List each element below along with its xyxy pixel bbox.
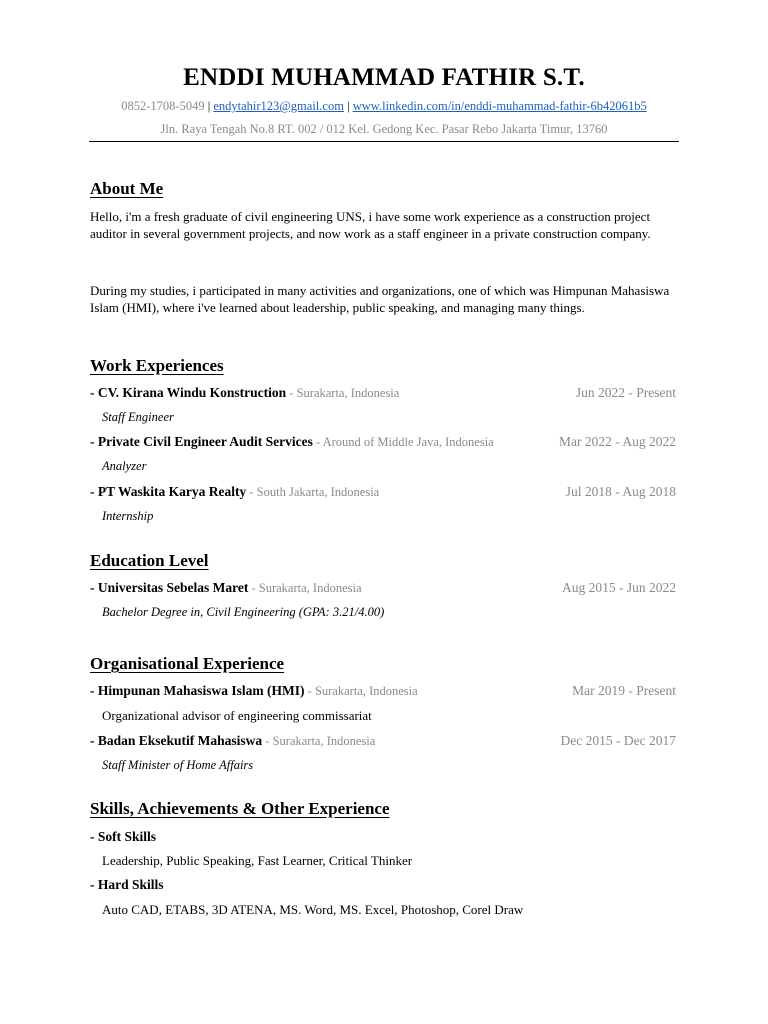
work-org: - Private Civil Engineer Audit Services — [90, 434, 313, 449]
work-date: Jun 2022 - Present — [575, 385, 676, 400]
work-location: - Surakarta, Indonesia — [286, 386, 400, 400]
work-location: - Around of Middle Java, Indonesia — [312, 435, 494, 449]
organisation-item — [90, 733, 676, 751]
address-line: Jln. Raya Tengah No.8 RT. 002 / 012 Kel. Gedong Kec. Pasar Rebo Jakarta Timur, 13760 — [160, 122, 608, 136]
education-org: - Universitas Sebelas Maret — [90, 580, 249, 595]
organisation-date: Mar 2019 - Present — [572, 683, 676, 698]
work-location: - South Jakarta, Indonesia — [246, 485, 380, 499]
skills-heading: Skills, Achievements & Other Experience — [90, 799, 390, 818]
organisation-location: - Surakarta, Indonesia — [304, 684, 418, 698]
about-paragraph-2: During my studies, i participated in many activities and organizations, one of which was Himpunan Mahasiswa Islam (HMI), where i've learned about leadership, public speaking, and managing many things. — [90, 283, 670, 315]
soft-skills-label: - Soft Skills — [90, 829, 157, 844]
hard-skills-label: - Hard Skills — [90, 877, 164, 892]
separator: | — [207, 99, 211, 113]
candidate-name: ENDDI MUHAMMAD FATHIR S.T. — [183, 64, 585, 91]
organisation-location: - Surakarta, Indonesia — [262, 734, 376, 748]
about-paragraph-1: Hello, i'm a fresh graduate of civil engineering UNS, i have some work experience as a construction project auditor in several government projects, and now work as a staff engineer in a private construction company. — [90, 209, 651, 241]
work-item — [90, 385, 676, 403]
work-heading: Work Experiences — [90, 356, 224, 375]
organisation-item — [90, 683, 676, 701]
separator: | — [347, 99, 350, 113]
education-item — [90, 580, 676, 598]
organisation-org: - Himpunan Mahasiswa Islam (HMI) — [90, 683, 305, 698]
work-date: Jul 2018 - Aug 2018 — [565, 484, 676, 499]
linkedin-link[interactable]: www.linkedin.com/in/enddi-muhammad-fathir-6b42061b5 — [352, 99, 647, 113]
soft-skills-value: Leadership, Public Speaking, Fast Learner, Critical Thinker — [102, 853, 413, 868]
contact-line — [0, 99, 768, 114]
about-heading: About Me — [90, 179, 164, 198]
work-org: - CV. Kirana Windu Konstruction — [90, 385, 287, 400]
work-date: Mar 2022 - Aug 2022 — [559, 434, 676, 449]
phone-number: 0852-1708-5049 — [121, 99, 205, 113]
work-role: Staff Engineer — [102, 410, 174, 424]
work-item — [90, 434, 676, 452]
organisation-org: - Badan Eksekutif Mahasiswa — [90, 733, 263, 748]
work-item — [90, 484, 676, 502]
email-link[interactable]: endytahir123@gmail.com — [213, 99, 344, 113]
organisation-date: Dec 2015 - Dec 2017 — [560, 733, 676, 748]
organisation-heading: Organisational Experience — [90, 654, 285, 673]
work-role: Analyzer — [102, 459, 147, 473]
work-role: Internship — [102, 509, 154, 523]
hard-skills-value: Auto CAD, ETABS, 3D ATENA, MS. Word, MS. Excel, Photoshop, Corel Draw — [102, 902, 524, 917]
header-divider — [89, 141, 679, 142]
education-heading: Education Level — [90, 551, 209, 570]
education-date: Aug 2015 - Jun 2022 — [562, 580, 676, 595]
work-org: - PT Waskita Karya Realty — [90, 484, 247, 499]
organisation-role: Staff Minister of Home Affairs — [102, 758, 254, 772]
education-degree: Bachelor Degree in, Civil Engineering (GPA: 3.21/4.00) — [102, 605, 385, 619]
education-location: - Surakarta, Indonesia — [248, 581, 362, 595]
organisation-role: Organizational advisor of engineering commissariat — [102, 708, 372, 723]
